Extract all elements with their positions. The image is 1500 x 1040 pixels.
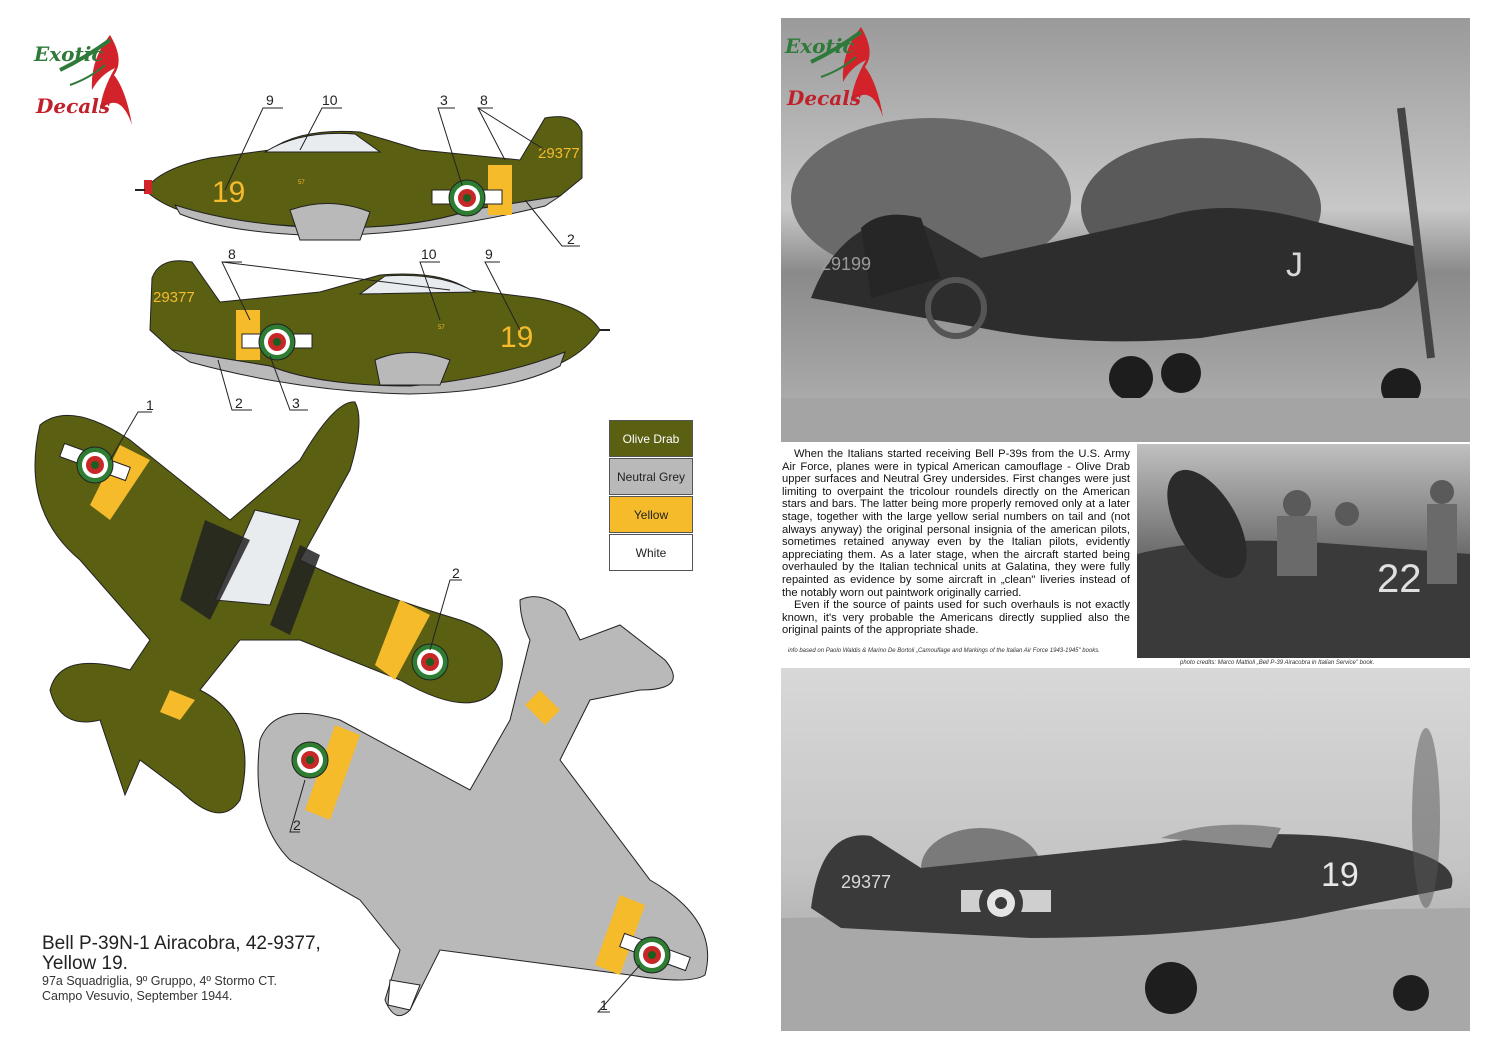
callout-top-2: 2 (567, 231, 575, 247)
aircraft-title-line1: Bell P-39N-1 Airacobra, 42-9377, (42, 933, 321, 954)
legend-neutral-grey (609, 458, 693, 495)
side-profile-right (150, 261, 610, 394)
photo-1 (781, 18, 1470, 442)
photo-1-nose-letter: J (1286, 246, 1303, 284)
aircraft-title (42, 934, 321, 974)
side-profile-left (135, 117, 582, 240)
photo-3-tail-serial: 29377 (841, 872, 892, 892)
brand-word-1: Exotic (785, 34, 855, 58)
legend-olive-drab (609, 420, 693, 457)
callout-top-9: 9 (266, 92, 274, 108)
article-paragraph-2: Even if the source of paints used for such overhauls is not exactly known, it's very probable the Americans directly supplied also the original paints of the appropriate shade. (782, 599, 1130, 637)
brand-word-2: Decals (787, 86, 862, 110)
color-legend (609, 420, 693, 572)
callout-bottom-3: 3 (292, 395, 300, 411)
small-number-top: 57 (298, 180, 305, 186)
aircraft-unit: 97a Squadriglia, 9º Gruppo, 4º Stormo CT. (42, 974, 277, 988)
aircraft-title-line2: Yellow 19. (42, 953, 128, 974)
legend-label: Neutral Grey (616, 469, 686, 484)
brand-word-2: Decals (36, 94, 111, 118)
callout-top-3: 3 (440, 92, 448, 108)
nose-number-bottom: 19 (500, 321, 534, 354)
aircraft-subtitle (42, 974, 277, 1004)
photo-2-number: 22 (1377, 557, 1422, 601)
history-article (782, 448, 1130, 637)
photo-brand-logo (781, 22, 901, 122)
info-credit: info based on Paolo Waldis & Marino De Bortoli „Camouflage and Markings of the Italian Air Force 1943-1945" books. (788, 648, 1100, 654)
tail-serial-top: 29377 (538, 145, 580, 162)
callout-underview-2: 2 (293, 817, 301, 833)
nose-number-top: 19 (212, 176, 246, 209)
callout-topview-1: 1 (146, 397, 154, 413)
callout-underview-1: 1 (600, 997, 608, 1013)
legend-label: Yellow (633, 507, 669, 522)
legend-label: White (635, 545, 667, 560)
callout-bottom-2: 2 (235, 395, 243, 411)
callout-top-10: 10 (322, 92, 338, 108)
callout-bottom-10: 10 (421, 246, 437, 262)
photo-credit: photo credits: Marco Mattioli „Bell P-39 Airacobra in Italian Service" book. (1180, 660, 1375, 666)
legend-yellow (609, 496, 693, 533)
small-number-bottom: 57 (438, 325, 445, 331)
callout-bottom-9: 9 (485, 246, 493, 262)
aircraft-place: Campo Vesuvio, September 1944. (42, 989, 233, 1003)
brand-word-1: Exotic (34, 42, 104, 66)
photo-3-nose-number: 19 (1321, 856, 1359, 894)
tail-serial-bottom: 29377 (153, 289, 195, 306)
photo-2 (1137, 444, 1470, 658)
photo-3 (781, 668, 1470, 1031)
photo-3-art (781, 668, 1470, 1031)
callout-bottom-8: 8 (228, 246, 236, 262)
photo-2-art (1137, 444, 1470, 658)
photo-1-tail-serial: 29199 (821, 254, 872, 274)
legend-label: Olive Drab (622, 431, 680, 446)
article-paragraph-1: When the Italians started receiving Bell P-39s from the U.S. Army Air Force, planes were in typical American camouflage - Olive Drab upper surfaces and Neutral Grey undersides. First changes were just limiting to overpaint the tricolour roundels directly on the American stars and bars. The latter being more properly removed only at a later stage, together with the large yellow serial numbers on tail and (not always anyway) the original personal insignia of the american pilots, sometimes retained anyway even by the Italian pilots, evidently appreciating them. As a later stage, when the aircraft started being overhauled by the Italian technical units at Galatina, they were fully repainted as evidence by some aircraft in „clean" liveries instead of the notably worn out paintwork originally carried. (782, 448, 1130, 599)
legend-white (609, 534, 693, 571)
callout-top-8: 8 (480, 92, 488, 108)
callout-topview-2: 2 (452, 565, 460, 581)
